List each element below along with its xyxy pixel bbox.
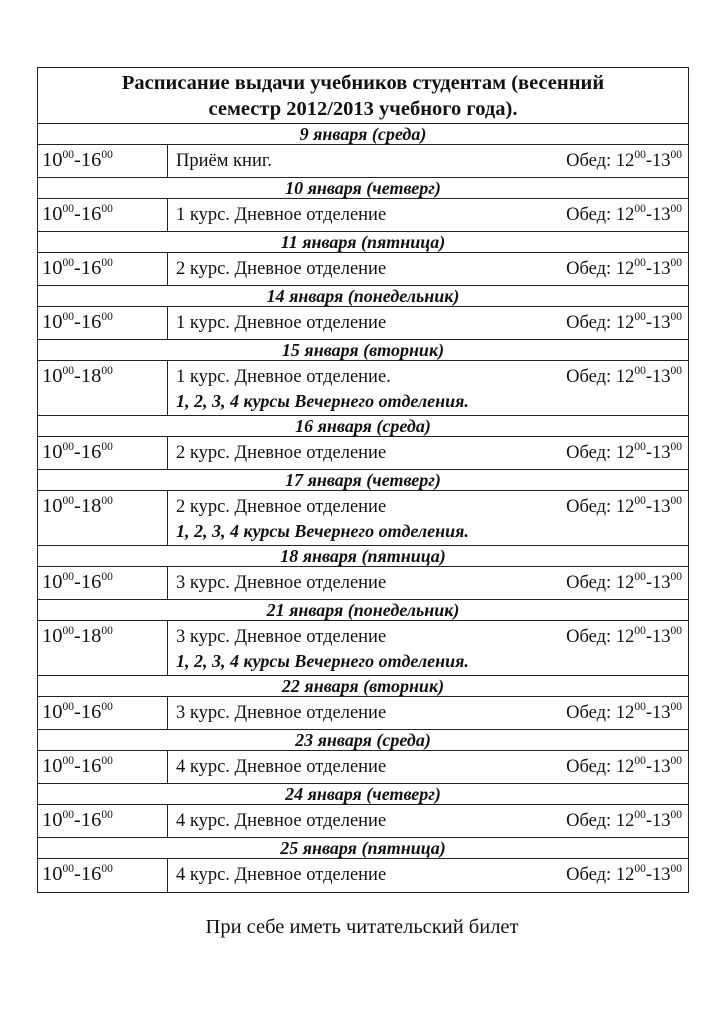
description-text: 3 курс. Дневное отделение bbox=[176, 627, 387, 647]
lunch-end-minute: 00 bbox=[670, 625, 682, 637]
time-end-minute: 00 bbox=[101, 495, 113, 507]
time-end-minute: 00 bbox=[101, 625, 113, 637]
lunch-end-minute: 00 bbox=[670, 203, 682, 215]
time-range: $10^{00}-18^{00}$ bbox=[38, 621, 168, 675]
description-line bbox=[176, 361, 682, 390]
lunch-break: Обед: $12^{00}-13^{00}$ bbox=[566, 863, 682, 885]
time-range: $10^{00}-16^{00}$ bbox=[38, 859, 168, 892]
lunch-break: Обед: $12^{00}-13^{00}$ bbox=[566, 495, 682, 517]
time-range: $10^{00}-16^{00}$ bbox=[38, 751, 168, 783]
description-text: 2 курс. Дневное отделение bbox=[176, 443, 387, 463]
evening-department-note: 1, 2, 3, 4 курсы Вечернего отделения. bbox=[176, 521, 469, 541]
time-start-hour: 10 bbox=[42, 625, 63, 647]
lunch-break: Обед: $12^{00}-13^{00}$ bbox=[566, 311, 682, 333]
day-date-header: 14 января (понедельник) bbox=[38, 286, 688, 307]
description-cell bbox=[168, 805, 688, 837]
time-end-hour: 16 bbox=[80, 441, 102, 463]
lunch-end-hour: 13 bbox=[652, 367, 671, 387]
description-cell bbox=[168, 199, 688, 231]
lunch-end-minute: 00 bbox=[670, 495, 682, 507]
lunch-start-hour: 12 bbox=[615, 573, 635, 593]
time-start-hour: 10 bbox=[42, 257, 63, 279]
description-line bbox=[176, 199, 682, 228]
lunch-end-minute: 00 bbox=[670, 701, 682, 713]
day-row bbox=[38, 697, 688, 730]
time-end-hour: 16 bbox=[80, 311, 102, 333]
description-line bbox=[176, 253, 682, 282]
description-text: 4 курс. Дневное отделение bbox=[176, 865, 387, 885]
lunch-label: Обед: bbox=[566, 443, 616, 463]
lunch-start-hour: 12 bbox=[615, 811, 635, 831]
lunch-label: Обед: bbox=[566, 627, 616, 647]
time-start-minute: 00 bbox=[62, 203, 74, 215]
evening-department-note: 1, 2, 3, 4 курсы Вечернего отделения. bbox=[176, 651, 469, 671]
lunch-end-hour: 13 bbox=[652, 497, 671, 517]
time-range: $10^{00}-16^{00}$ bbox=[38, 697, 168, 729]
day-row bbox=[38, 491, 688, 546]
lunch-end-minute: 00 bbox=[670, 755, 682, 767]
time-start-minute: 00 bbox=[62, 701, 74, 713]
lunch-start-minute: 00 bbox=[634, 701, 646, 713]
footnote: При себе иметь читательский билет bbox=[205, 916, 519, 938]
time-range: $10^{00}-18^{00}$ bbox=[38, 361, 168, 415]
description-cell bbox=[168, 491, 688, 545]
lunch-end-hour: 13 bbox=[652, 703, 671, 723]
time-end-hour: 18 bbox=[80, 365, 102, 387]
lunch-end-minute: 00 bbox=[670, 571, 682, 583]
lunch-break: Обед: $12^{00}-13^{00}$ bbox=[566, 149, 682, 171]
time-range: $10^{00}-16^{00}$ bbox=[38, 253, 168, 285]
day-date-header: 22 января (вторник) bbox=[38, 676, 688, 697]
lunch-end-hour: 13 bbox=[652, 573, 671, 593]
lunch-start-minute: 00 bbox=[634, 203, 646, 215]
days-list bbox=[38, 124, 688, 892]
time-start-minute: 00 bbox=[62, 755, 74, 767]
time-end-hour: 18 bbox=[80, 495, 102, 517]
lunch-end-minute: 00 bbox=[670, 149, 682, 161]
time-end-minute: 00 bbox=[101, 809, 113, 821]
lunch-label: Обед: bbox=[566, 865, 616, 885]
lunch-end-hour: 13 bbox=[652, 313, 671, 333]
title-line-1: Расписание выдачи учебников студентам (весенний bbox=[121, 72, 605, 94]
time-end-minute: 00 bbox=[101, 257, 113, 269]
day-row bbox=[38, 145, 688, 178]
lunch-start-hour: 12 bbox=[615, 367, 635, 387]
lunch-break: Обед: $12^{00}-13^{00}$ bbox=[566, 441, 682, 463]
description-line bbox=[176, 145, 682, 174]
day-row bbox=[38, 859, 688, 892]
time-start-minute: 00 bbox=[62, 625, 74, 637]
time-range: $10^{00}-16^{00}$ bbox=[38, 307, 168, 339]
day-date-header: 15 января (вторник) bbox=[38, 340, 688, 361]
lunch-start-minute: 00 bbox=[634, 257, 646, 269]
time-start-minute: 00 bbox=[62, 809, 74, 821]
description-text: 3 курс. Дневное отделение bbox=[176, 573, 387, 593]
day-row bbox=[38, 437, 688, 470]
document-title bbox=[38, 68, 688, 124]
day-block bbox=[38, 546, 688, 600]
time-start-hour: 10 bbox=[42, 809, 63, 831]
day-row bbox=[38, 805, 688, 838]
time-start-hour: 10 bbox=[42, 495, 63, 517]
time-end-minute: 00 bbox=[101, 365, 113, 377]
lunch-break: Обед: $12^{00}-13^{00}$ bbox=[566, 365, 682, 387]
day-block bbox=[38, 676, 688, 730]
lunch-start-minute: 00 bbox=[634, 625, 646, 637]
lunch-break: Обед: $12^{00}-13^{00}$ bbox=[566, 809, 682, 831]
time-start-hour: 10 bbox=[42, 701, 63, 723]
lunch-end-minute: 00 bbox=[670, 365, 682, 377]
lunch-break: Обед: $12^{00}-13^{00}$ bbox=[566, 571, 682, 593]
time-end-hour: 16 bbox=[80, 149, 102, 171]
lunch-start-minute: 00 bbox=[634, 495, 646, 507]
lunch-start-minute: 00 bbox=[634, 311, 646, 323]
lunch-label: Обед: bbox=[566, 573, 616, 593]
lunch-label: Обед: bbox=[566, 811, 616, 831]
day-date-header: 16 января (среда) bbox=[38, 416, 688, 437]
day-date-header: 23 января (среда) bbox=[38, 730, 688, 751]
time-start-hour: 10 bbox=[42, 149, 63, 171]
day-row bbox=[38, 307, 688, 340]
description-text: 4 курс. Дневное отделение bbox=[176, 811, 387, 831]
day-row bbox=[38, 751, 688, 784]
lunch-start-minute: 00 bbox=[634, 755, 646, 767]
day-block bbox=[38, 784, 688, 838]
description-text: 2 курс. Дневное отделение bbox=[176, 259, 387, 279]
time-end-minute: 00 bbox=[101, 311, 113, 323]
time-end-hour: 16 bbox=[80, 809, 102, 831]
description-line bbox=[176, 307, 682, 336]
time-end-minute: 00 bbox=[101, 203, 113, 215]
time-start-hour: 10 bbox=[42, 441, 63, 463]
description-line bbox=[176, 859, 682, 888]
day-date-header: 21 января (понедельник) bbox=[38, 600, 688, 621]
day-row bbox=[38, 567, 688, 600]
lunch-start-hour: 12 bbox=[615, 313, 635, 333]
lunch-end-hour: 13 bbox=[652, 757, 671, 777]
time-range: $10^{00}-16^{00}$ bbox=[38, 199, 168, 231]
time-end-minute: 00 bbox=[101, 441, 113, 453]
time-range: $10^{00}-18^{00}$ bbox=[38, 491, 168, 545]
time-range: $10^{00}-16^{00}$ bbox=[38, 805, 168, 837]
lunch-break: Обед: $12^{00}-13^{00}$ bbox=[566, 701, 682, 723]
lunch-end-hour: 13 bbox=[652, 151, 671, 171]
lunch-start-hour: 12 bbox=[615, 865, 635, 885]
description-line bbox=[176, 491, 682, 520]
lunch-end-hour: 13 bbox=[652, 865, 671, 885]
day-date-header: 9 января (среда) bbox=[38, 124, 688, 145]
time-start-hour: 10 bbox=[42, 365, 63, 387]
time-start-minute: 00 bbox=[62, 495, 74, 507]
time-start-minute: 00 bbox=[62, 441, 74, 453]
time-start-minute: 00 bbox=[62, 257, 74, 269]
lunch-label: Обед: bbox=[566, 205, 616, 225]
time-end-hour: 16 bbox=[80, 863, 102, 885]
day-row bbox=[38, 621, 688, 676]
description-cell bbox=[168, 621, 688, 675]
description-cell bbox=[168, 697, 688, 729]
description-line bbox=[176, 751, 682, 780]
day-date-header: 10 января (четверг) bbox=[38, 178, 688, 199]
day-row bbox=[38, 361, 688, 416]
description-cell bbox=[168, 751, 688, 783]
title-line-2: семестр 2012/2013 учебного года). bbox=[208, 98, 518, 120]
lunch-break: Обед: $12^{00}-13^{00}$ bbox=[566, 203, 682, 225]
description-line bbox=[176, 621, 682, 650]
time-end-hour: 16 bbox=[80, 571, 102, 593]
lunch-label: Обед: bbox=[566, 497, 616, 517]
lunch-end-minute: 00 bbox=[670, 257, 682, 269]
lunch-start-hour: 12 bbox=[615, 703, 635, 723]
time-start-hour: 10 bbox=[42, 755, 63, 777]
lunch-label: Обед: bbox=[566, 259, 616, 279]
day-date-header: 11 января (пятница) bbox=[38, 232, 688, 253]
time-end-minute: 00 bbox=[101, 149, 113, 161]
description-text: 3 курс. Дневное отделение bbox=[176, 703, 387, 723]
description-text: 2 курс. Дневное отделение bbox=[176, 497, 387, 517]
lunch-label: Обед: bbox=[566, 757, 616, 777]
lunch-start-minute: 00 bbox=[634, 863, 646, 875]
time-range: $10^{00}-16^{00}$ bbox=[38, 437, 168, 469]
lunch-break: Обед: $12^{00}-13^{00}$ bbox=[566, 625, 682, 647]
day-block bbox=[38, 124, 688, 178]
lunch-end-minute: 00 bbox=[670, 311, 682, 323]
lunch-start-minute: 00 bbox=[634, 365, 646, 377]
description-cell bbox=[168, 253, 688, 285]
description-cell bbox=[168, 145, 688, 177]
description-line bbox=[176, 697, 682, 726]
lunch-start-minute: 00 bbox=[634, 809, 646, 821]
lunch-break: Обед: $12^{00}-13^{00}$ bbox=[566, 257, 682, 279]
description-text: 1 курс. Дневное отделение bbox=[176, 313, 387, 333]
lunch-end-hour: 13 bbox=[652, 205, 671, 225]
description-text: Приём книг. bbox=[176, 151, 272, 171]
lunch-end-hour: 13 bbox=[652, 627, 671, 647]
day-block bbox=[38, 232, 688, 286]
lunch-start-hour: 12 bbox=[615, 497, 635, 517]
time-start-hour: 10 bbox=[42, 863, 63, 885]
time-range: $10^{00}-16^{00}$ bbox=[38, 145, 168, 177]
day-date-header: 24 января (четверг) bbox=[38, 784, 688, 805]
time-start-hour: 10 bbox=[42, 203, 63, 225]
lunch-start-minute: 00 bbox=[634, 571, 646, 583]
time-end-minute: 00 bbox=[101, 701, 113, 713]
day-date-header: 18 января (пятница) bbox=[38, 546, 688, 567]
lunch-start-hour: 12 bbox=[615, 259, 635, 279]
lunch-end-minute: 00 bbox=[670, 441, 682, 453]
lunch-start-hour: 12 bbox=[615, 443, 635, 463]
day-row bbox=[38, 253, 688, 286]
day-block bbox=[38, 838, 688, 892]
time-start-minute: 00 bbox=[62, 311, 74, 323]
day-block bbox=[38, 600, 688, 676]
day-block bbox=[38, 340, 688, 416]
lunch-end-hour: 13 bbox=[652, 811, 671, 831]
description-cell bbox=[168, 361, 688, 415]
lunch-start-minute: 00 bbox=[634, 149, 646, 161]
lunch-start-hour: 12 bbox=[615, 151, 635, 171]
day-block bbox=[38, 178, 688, 232]
lunch-end-minute: 00 bbox=[670, 809, 682, 821]
time-end-hour: 18 bbox=[80, 625, 102, 647]
day-row bbox=[38, 199, 688, 232]
time-end-hour: 16 bbox=[80, 257, 102, 279]
day-block bbox=[38, 416, 688, 470]
time-start-hour: 10 bbox=[42, 311, 63, 333]
day-block bbox=[38, 286, 688, 340]
time-end-hour: 16 bbox=[80, 701, 102, 723]
description-text: 1 курс. Дневное отделение. bbox=[176, 367, 391, 387]
description-line bbox=[176, 567, 682, 596]
lunch-start-hour: 12 bbox=[615, 757, 635, 777]
time-start-hour: 10 bbox=[42, 571, 63, 593]
time-start-minute: 00 bbox=[62, 863, 74, 875]
time-start-minute: 00 bbox=[62, 571, 74, 583]
day-date-header: 25 января (пятница) bbox=[38, 838, 688, 859]
lunch-break: Обед: $12^{00}-13^{00}$ bbox=[566, 755, 682, 777]
lunch-start-minute: 00 bbox=[634, 441, 646, 453]
time-end-minute: 00 bbox=[101, 571, 113, 583]
day-date-header: 17 января (четверг) bbox=[38, 470, 688, 491]
lunch-start-hour: 12 bbox=[615, 627, 635, 647]
day-block bbox=[38, 730, 688, 784]
lunch-start-hour: 12 bbox=[615, 205, 635, 225]
time-start-minute: 00 bbox=[62, 149, 74, 161]
time-range: $10^{00}-16^{00}$ bbox=[38, 567, 168, 599]
description-cell bbox=[168, 307, 688, 339]
time-end-minute: 00 bbox=[101, 863, 113, 875]
time-start-minute: 00 bbox=[62, 365, 74, 377]
lunch-label: Обед: bbox=[566, 151, 616, 171]
lunch-label: Обед: bbox=[566, 313, 616, 333]
time-end-minute: 00 bbox=[101, 755, 113, 767]
lunch-end-hour: 13 bbox=[652, 443, 671, 463]
evening-department-note: 1, 2, 3, 4 курсы Вечернего отделения. bbox=[176, 391, 469, 411]
lunch-end-hour: 13 bbox=[652, 259, 671, 279]
description-text: 4 курс. Дневное отделение bbox=[176, 757, 387, 777]
description-line bbox=[176, 805, 682, 834]
description-text: 1 курс. Дневное отделение bbox=[176, 205, 387, 225]
day-block bbox=[38, 470, 688, 546]
lunch-label: Обед: bbox=[566, 703, 616, 723]
description-cell bbox=[168, 567, 688, 599]
schedule-table bbox=[37, 67, 689, 893]
description-cell bbox=[168, 859, 688, 892]
description-line bbox=[176, 437, 682, 466]
lunch-label: Обед: bbox=[566, 367, 616, 387]
time-end-hour: 16 bbox=[80, 755, 102, 777]
lunch-end-minute: 00 bbox=[670, 863, 682, 875]
time-end-hour: 16 bbox=[80, 203, 102, 225]
description-cell bbox=[168, 437, 688, 469]
